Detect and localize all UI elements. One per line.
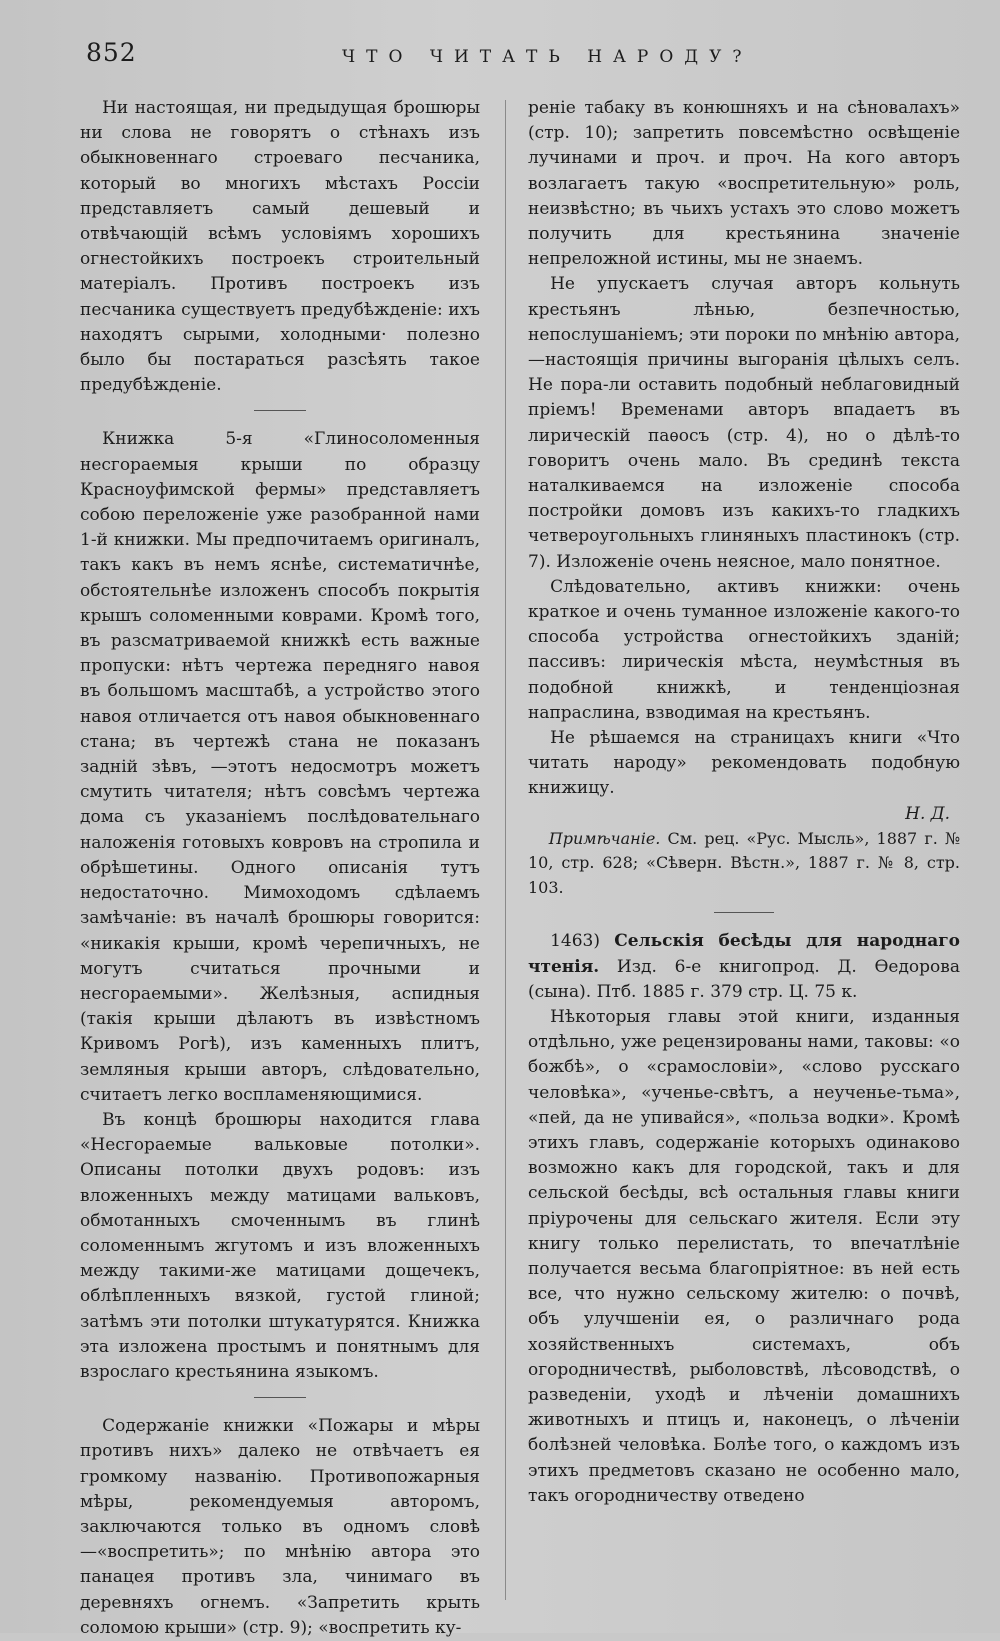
- paragraph: Не рѣшаемся на страницахъ книги «Что читать народу» рекомендовать подобную книжицу.: [528, 728, 960, 799]
- page-number: 852: [86, 38, 137, 67]
- footnote-label: Примѣчаніе.: [548, 828, 661, 848]
- paragraph: Ни настоящая, ни предыдущая брошюры ни слова не говорятъ о стѣнахъ изъ обыкновеннаго строеваго песчаника, который во многихъ мѣстахъ Россіи представляетъ самый дешевый и отвѣчающій всѣмъ условіямъ хорошихъ огнестойкихъ построекъ строительный матеріалъ. Противъ построекъ изъ песчаника существуетъ предубѣжденіе: ихъ находятъ сырыми, холодными· полезно было бы постараться разсѣять такое предубѣжденіе.: [80, 98, 480, 396]
- running-title: ЧТО ЧИТАТЬ НАРОДУ?: [342, 47, 753, 67]
- entry-title: Сельскія бесѣды для народнаго чтенія.: [528, 931, 960, 977]
- right-column: [528, 96, 960, 1509]
- page-header: [80, 38, 980, 74]
- section-divider: [714, 912, 774, 913]
- entry-imprint: Изд. 6-е книгопрод. Д. Ѳедорова (сына). Птб. 1885 г. 379 стр. Ц. 75 к.: [528, 956, 960, 1002]
- paragraph: Содержаніе книжки «Пожары и мѣры противъ нихъ» далеко не отвѣчаетъ ея громкому названію. Противопожарныя мѣры, рекомендуемыя авторомъ, заключаются только въ одномъ словѣ—«воспретить»; по мнѣнію автора это панацея противъ зла, чинимаго въ деревняхъ огнемъ. «Запретить крыть соломою крыши» (стр. 9); «воспретить ку-: [80, 1416, 480, 1638]
- footnote-text: См. рец. «Рус. Мысль», 1887 г. № 10, стр. 628; «Сѣверн. Вѣстн.», 1887 г. № 8, стр. 103.: [528, 828, 961, 897]
- footnote: [528, 827, 960, 901]
- column-divider: [505, 100, 506, 1600]
- paragraph: Въ концѣ брошюры находится глава «Несгораемые вальковые потолки». Описаны потолки двухъ родовъ: изъ вложенныхъ между матицами вальковъ, обмотанныхъ смоченнымъ въ глинѣ соломеннымъ жгутомъ и изъ вложенныхъ между такими-же матицами дощечекъ, облѣпленныхъ вязкой, густой глиной; затѣмъ эти потолки штукатурятся. Книжка эта изложена простымъ и понятнымъ для взрослаго крестьянина языкомъ.: [80, 1109, 480, 1382]
- entry-number: 1463): [550, 931, 600, 952]
- section-divider: [254, 410, 306, 411]
- bibliographic-entry: [528, 929, 960, 1005]
- author-signature: Н. Д.: [905, 803, 950, 824]
- paragraph: Нѣкоторыя главы этой книги, изданныя отдѣльно, уже рецензированы нами, таковы: «о божбѣ», о «срамословіи», «слово русскаго человѣка», «ученье-свѣтъ, а неученье-тьма», «пей, да не упивайся», «польза водки». Кромѣ этихъ главъ, содержаніе которыхъ одинаково возможно какъ для городской, такъ и для сельской бесѣды, всѣ остальныя главы книги пріурочены для сельскаго жителя. Если эту книгу только перелистать, то впечатлѣніе получается весьма благопріятное: въ ней есть все, что нужно сельскому жителю: о почвѣ, объ улучшеніи ея, о различнаго рода хозяйственныхъ системахъ, объ огородничествѣ, рыболовствѣ, лѣсоводствѣ, о разведеніи, уходѣ и лѣченіи домашнихъ животныхъ и птицъ и, наконецъ, о лѣченіи болѣзней человѣка. Болѣе того, о каждомъ изъ этихъ предметовъ сказано не особенно мало, такъ огородничеству отведено: [528, 1007, 960, 1506]
- paragraph: реніе табаку въ конюшняхъ и на сѣновалахъ» (стр. 10); запретить повсемѣстно освѣщеніе лучинами и проч. и проч. На кого авторъ возлагаетъ такую «воспретительную» роль, неизвѣстно; въ чьихъ устахъ это слово можетъ получить для крестьянина значеніе непреложной истины, мы не знаемъ.: [528, 98, 960, 270]
- section-divider: [254, 1397, 306, 1398]
- left-column: [80, 96, 480, 1641]
- paragraph: Книжка 5-я «Глиносоломенныя несгораемыя крыши по образцу Красноуфимской фермы» представляетъ собою переложеніе уже разобранной нами 1-й книжки. Мы предпочитаемъ оригиналъ, такъ какъ въ немъ яснѣе, систематичнѣе, обстоятельнѣе изложенъ способъ покрытія крышъ соломенными коврами. Кромѣ того, въ разсматриваемой книжкѣ есть важные пропуски: нѣтъ чертежа передняго навоя въ большомъ масштабѣ, а устройство этого навоя отличается отъ навоя обыкновеннаго стана; въ чертежѣ стана не показанъ задній зѣвъ, —этотъ недосмотръ можетъ смутить читателя; нѣтъ совсѣмъ чертежа дома съ указаніемъ послѣдовательнаго наложенія готовыхъ ковровъ на стропила и обрѣшетины. Одного описанія тутъ недостаточно. Мимоходомъ сдѣлаемъ замѣчаніе: въ началѣ брошюры говорится: «никакія крыши, кромѣ черепичныхъ, не могутъ считаться прочными и несгораемыми». Желѣзныя, аспидныя (такія крыши дѣлаютъ въ извѣстномъ Кривомъ Рогѣ), изъ каменныхъ плитъ, земляныя крыши авторъ, слѣдовательно, считаетъ легко воспламеняющимися.: [80, 429, 480, 1105]
- paragraph: Слѣдовательно, активъ книжки: очень краткое и очень туманное изложеніе какого-то способа устройства огнестойкихъ зданій; пассивъ: лирическія мѣста, неумѣстныя въ подобной книжкѣ, и тенденціозная напраслина, взводимая на крестьянъ.: [528, 576, 960, 723]
- paragraph: Не упускаетъ случая авторъ кольнуть крестьянъ лѣнью, безпечностью, непослушаніемъ; эти пороки по мнѣнію автора,—настоящія причины выгоранія цѣлыхъ селъ. Не пора-ли оставить подобный неблаговидный пріемъ! Временами авторъ впадаетъ въ лирическій паѳосъ (стр. 4), но о дѣлѣ-то говоритъ очень мало. Въ срединѣ текста наталкиваемся на изложеніе способа постройки домовъ изъ какихъ-то гладкихъ четвероугольныхъ глиняныхъ пластинокъ (стр. 7). Изложеніе очень неясное, мало понятное.: [528, 274, 960, 572]
